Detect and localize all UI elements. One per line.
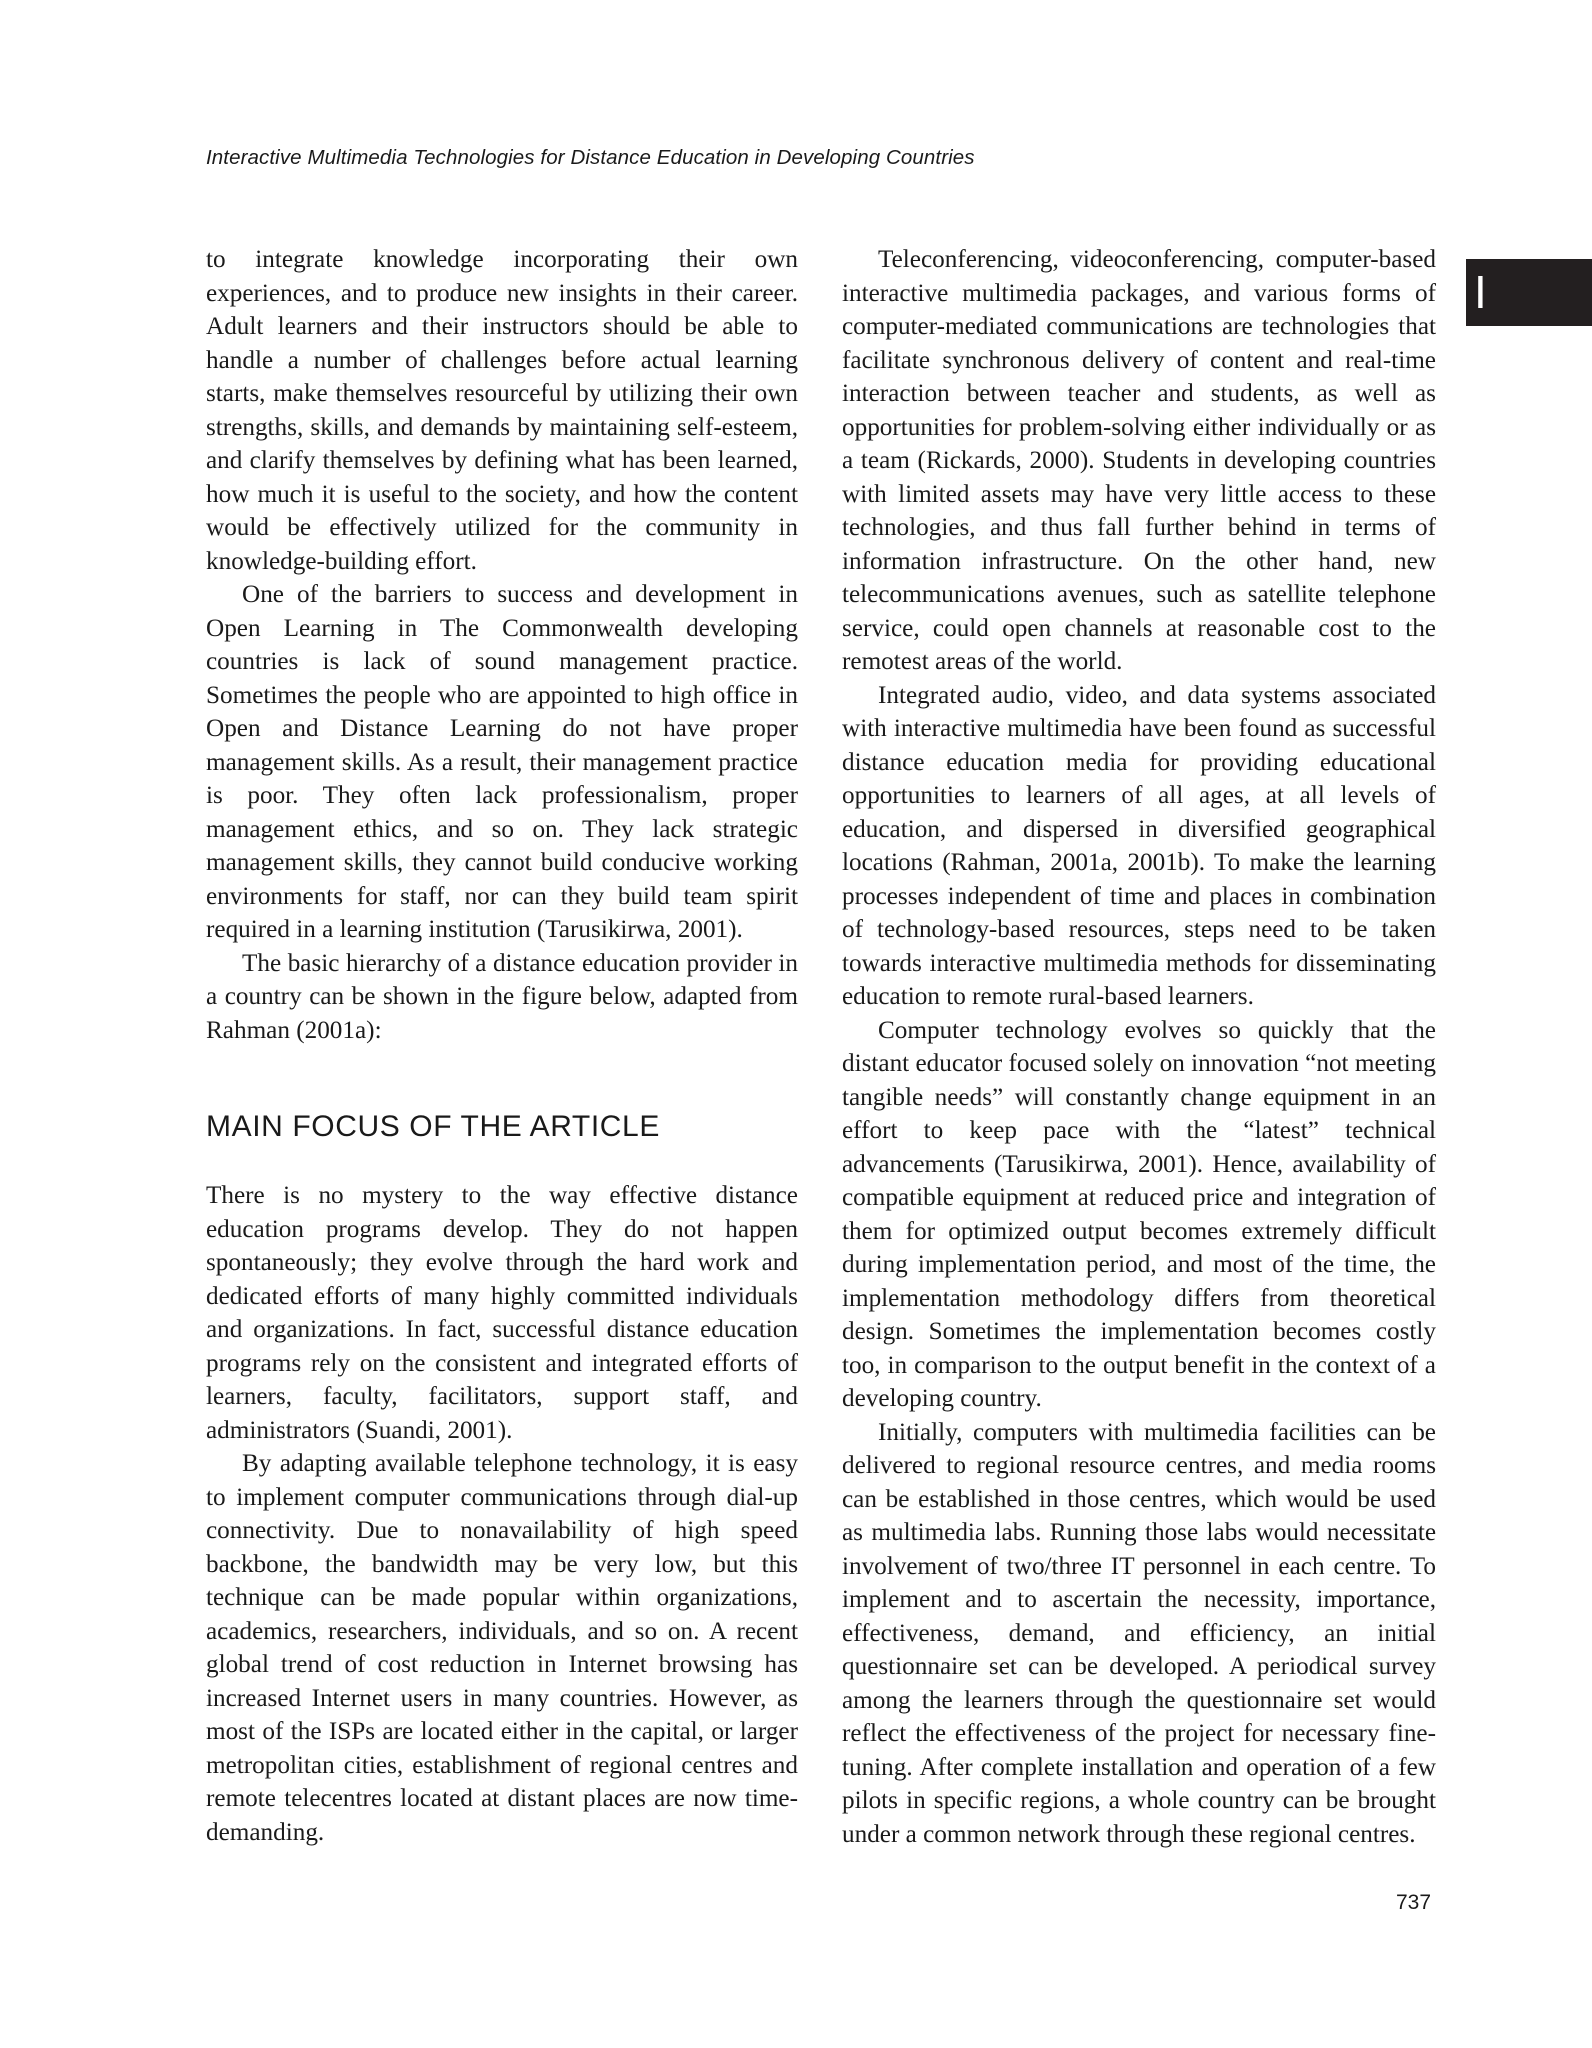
right-column bbox=[842, 243, 1436, 1851]
body-paragraph: to integrate knowledge incorporating their own experiences, and to produce new insights in their career. Adult learners and their instructors should be able to handle a number of challenges before actual learning starts, make themselves resourceful by utilizing their own strengths, skills, and demands by maintaining self-esteem, and clarify themselves by defining what has been learned, how much it is useful to the society, and how the content would be effectively utilized for the community in knowledge-building effort. bbox=[206, 246, 798, 575]
running-header-title: Interactive Multimedia Technologies for Distance Education in Developing Countries bbox=[206, 146, 975, 169]
body-paragraph: By adapting available telephone technology, it is easy to implement computer communications through dial-up connectivity. Due to nonavailability of high speed backbone, the bandwidth may be very low, but this technique can be made popular within organizations, academics, researchers, individuals, and so on. A recent global trend of cost reduction in Internet browsing has increased Internet users in many countries. However, as most of the ISPs are located either in the capital, or larger metropolitan cities, establishment of regional centres and remote telecentres located at distant places are now time-demanding. bbox=[206, 1450, 798, 1846]
body-paragraph: The basic hierarchy of a distance education provider in a country can be shown in the figure below, adapted from Rahman (2001a): bbox=[206, 949, 798, 1044]
page-number: 737 bbox=[1396, 1891, 1432, 1914]
body-paragraph: Initially, computers with multimedia facilities can be delivered to regional resource centres, and media rooms can be established in those centres, which would be used as multimedia labs. Running those labs would necessitate involvement of two/three IT personnel in each centre. To implement and to ascertain the necessity, importance, effectiveness, demand, and efficiency, an initial questionnaire set can be developed. A periodical survey among the learners through the questionnaire set would reflect the effectiveness of the project for necessary fine-tuning. After complete installation and operation of a few pilots in specific regions, a whole country can be brought under a common network through these regional centres. bbox=[842, 1418, 1436, 1848]
body-paragraph: Computer technology evolves so quickly that the distant educator focused solely on innovation “not meeting tangible needs” will constantly change equipment in an effort to keep pace with the “latest” technical advancements (Tarusikirwa, 2001). Hence, availability of compatible equipment at reduced price and integration of them for optimized output becomes extremely difficult during implementation period, and most of the time, the implementation methodology differs from theoretical design. Sometimes the implementation becomes costly too, in comparison to the output benefit in the context of a developing country. bbox=[842, 1016, 1436, 1412]
body-paragraph: One of the barriers to success and development in Open Learning in The Commonwealth developing countries is lack of sound management practice. Sometimes the people who are appointed to high office in Open and Distance Learning do not have proper management skills. As a result, their management practice is poor. They often lack professionalism, proper management ethics, and so on. They lack strategic management skills, they cannot build conducive working environments for staff, nor can they build team spirit required in a learning institution (Tarusikirwa, 2001). bbox=[206, 581, 798, 943]
left-column bbox=[206, 243, 798, 1849]
body-paragraph: There is no mystery to the way effective distance education programs develop. They do not happen spontaneously; they evolve through the hard work and dedicated efforts of many highly committed individuals and organizations. In fact, successful distance education programs rely on the consistent and integrated efforts of learners, faculty, facilitators, support staff, and administrators (Suandi, 2001). bbox=[206, 1182, 798, 1444]
section-heading: MAIN FOCUS OF THE ARTICLE bbox=[206, 1110, 660, 1143]
body-paragraph: Teleconferencing, videoconferencing, computer-based interactive multimedia packages, and various forms of computer-mediated communications are technologies that facilitate synchronous delivery of content and real-time interaction between teacher and students, as well as opportunities for problem-solving either individually or as a team (Rickards, 2000). Students in developing countries with limited assets may have very little access to these technologies, and thus fall further behind in terms of information infrastructure. On the other hand, new telecommunications avenues, such as satellite telephone service, could open channels at reasonable cost to the remotest areas of the world. bbox=[842, 246, 1436, 675]
body-paragraph: Integrated audio, video, and data systems associated with interactive multimedia have been found as successful distance education media for providing educational opportunities to learners of all ages, at all levels of education, and dispersed in diversified geographical locations (Rahman, 2001a, 2001b). To make the learning processes independent of time and places in combination of technology-based resources, steps need to be taken towards interactive multimedia methods for disseminating education to remote rural-based learners. bbox=[842, 681, 1436, 1010]
section-thumb-tab: I bbox=[1466, 259, 1592, 326]
